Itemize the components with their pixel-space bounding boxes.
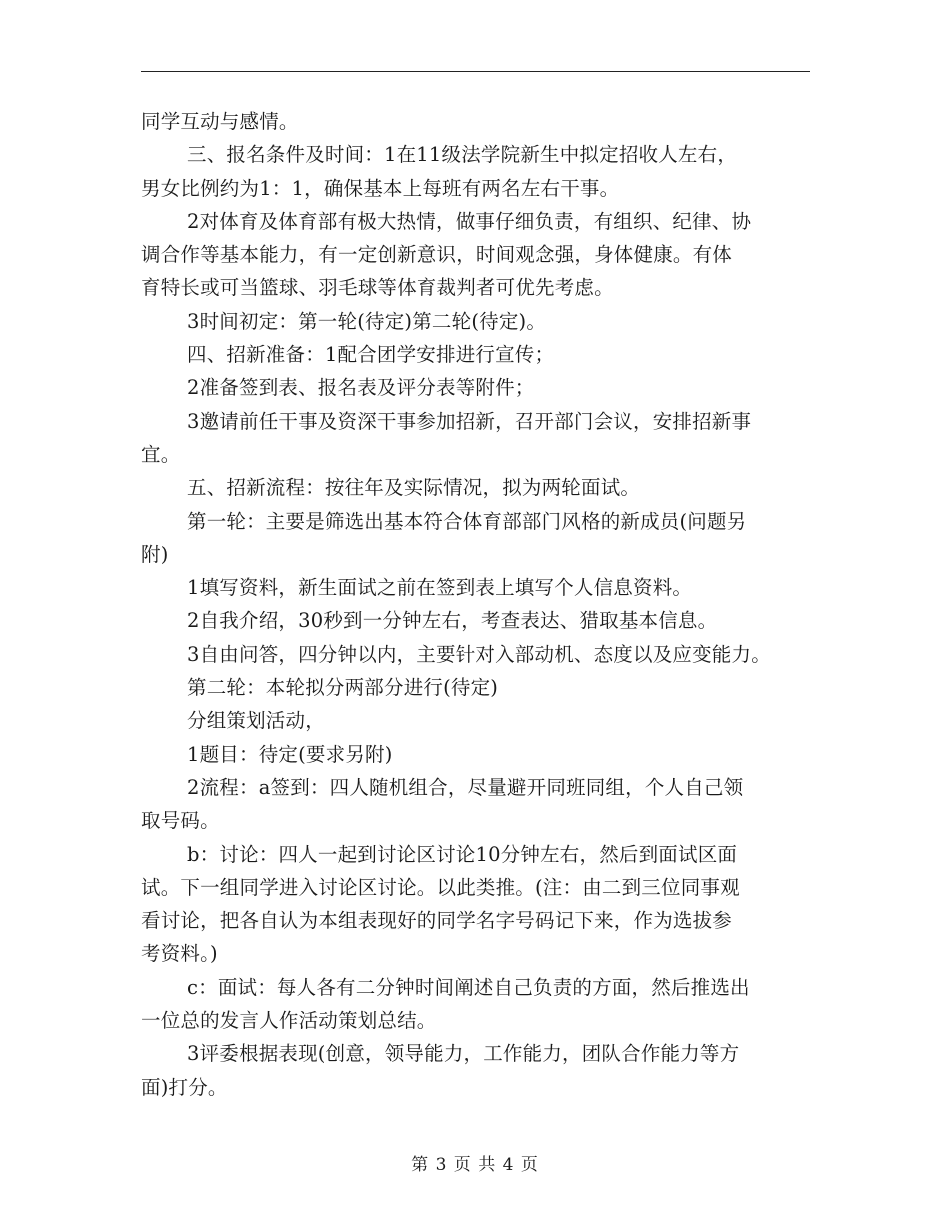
text-line: 同学互动与感情。 bbox=[141, 110, 299, 133]
text-line: 1填写资料，新生面试之前在签到表上填写个人信息资料。 bbox=[187, 576, 693, 600]
body-text bbox=[141, 105, 831, 1104]
text-line: 分组策划活动， bbox=[187, 709, 325, 733]
text-line: 3自由问答，四分钟以内，主要针对入部动机、态度以及应变能力。 bbox=[187, 642, 771, 666]
text-line: 2自我介绍，30秒到一分钟左右，考查表达、猎取基本信息。 bbox=[187, 609, 718, 633]
text-line: 3评委根据表现(创意，领导能力，工作能力，团队合作能力等方 bbox=[187, 1042, 740, 1066]
text-line: 面)打分。 bbox=[141, 1075, 228, 1099]
page-footer: 第 3 页 共 4 页 bbox=[411, 1155, 539, 1175]
text-line: 育特长或可当篮球、羽毛球等体育裁判者可优先考虑。 bbox=[141, 276, 614, 300]
text-line: 三、报名条件及时间：1在11级法学院新生中拟定招收人左右， bbox=[187, 143, 738, 167]
text-line: 四、招新准备：1配合团学安排进行宣传； bbox=[187, 343, 555, 367]
text-line: 调合作等基本能力，有一定创新意识，时间观念强，身体健康。有体 bbox=[141, 243, 733, 267]
text-line: b：讨论：四人一起到讨论区讨论10分钟左右，然后到面试区面 bbox=[187, 842, 738, 866]
header-rule bbox=[141, 71, 810, 72]
text-line: 第一轮：主要是筛选出基本符合体育部部门风格的新成员(问题另 bbox=[187, 509, 747, 533]
text-line: 一位总的发言人作活动策划总结。 bbox=[141, 1009, 437, 1033]
text-line: 考资料。) bbox=[141, 942, 218, 966]
text-line: 男女比例约为1：1，确保基本上每班有两名左右干事。 bbox=[141, 176, 620, 200]
text-line: 宜。 bbox=[141, 442, 181, 466]
text-line: 3邀请前任干事及资深干事参加招新，召开部门会议，安排招新事 bbox=[187, 409, 752, 433]
text-line: 看讨论，把各自认为本组表现好的同学名字号码记下来，作为选拔参 bbox=[141, 909, 733, 933]
text-line: 试。下一组同学进入讨论区讨论。以此类推。(注：由二到三位同事观 bbox=[141, 875, 740, 899]
text-line: 五、招新流程：按往年及实际情况，拟为两轮面试。 bbox=[187, 476, 641, 500]
text-line: 1题目：待定(要求另附) bbox=[187, 742, 393, 766]
text-line: 附) bbox=[141, 542, 169, 566]
text-line: 第二轮：本轮拟分两部分进行(待定) bbox=[187, 676, 499, 700]
text-line: 2流程：a签到：四人随机组合，尽量避开同班同组，个人自己领 bbox=[187, 775, 744, 799]
text-line: 2对体育及体育部有极大热情，做事仔细负责，有组织、纪律、协 bbox=[187, 209, 752, 233]
text-line: c：面试：每人各有二分钟时间阐述自己负责的方面，然后推选出 bbox=[187, 975, 750, 999]
text-line: 2准备签到表、报名表及评分表等附件； bbox=[187, 376, 535, 400]
text-line: 3时间初定：第一轮(待定)第二轮(待定)。 bbox=[187, 309, 547, 333]
text-line: 取号码。 bbox=[141, 809, 220, 833]
